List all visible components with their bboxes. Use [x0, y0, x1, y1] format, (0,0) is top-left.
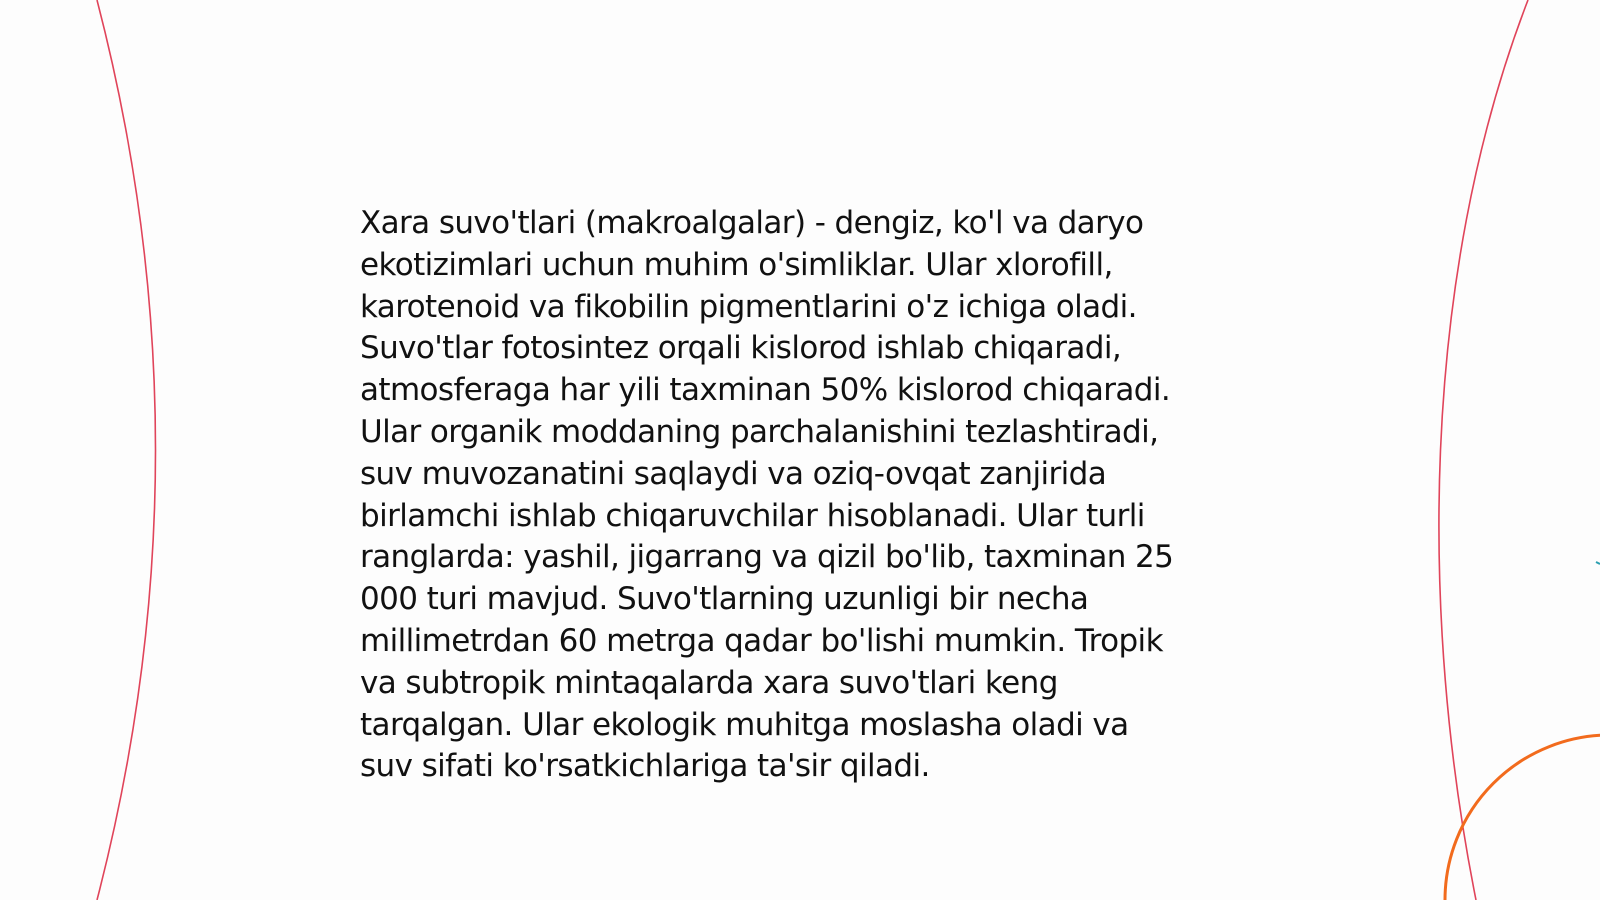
- paragraph-line: suv sifati ko'rsatkichlariga ta'sir qiladi.: [360, 748, 930, 785]
- teal-accent-mark: [1596, 562, 1600, 564]
- paragraph-line: suv muvozanatini saqlaydi va oziq-ovqat zanjirida: [360, 455, 1107, 492]
- left-curve: [97, 0, 156, 900]
- right-curve: [1439, 0, 1528, 900]
- paragraph-line: ranglarda: yashil, jigarrang va qizil bo'lib, taxminan 25: [360, 539, 1174, 576]
- paragraph-line: Ular organik moddaning parchalanishini tezlashtiradi,: [360, 413, 1159, 450]
- paragraph-line: tarqalgan. Ular ekologik muhitga moslasha oladi va: [360, 706, 1129, 743]
- orange-circle-arc: [1445, 735, 1600, 900]
- paragraph-line: Xara suvo'tlari (makroalgalar) - dengiz, ko'l va daryo: [360, 205, 1144, 241]
- paragraph-line: Suvo'tlar fotosintez orqali kislorod ishlab chiqaradi,: [360, 330, 1122, 367]
- paragraph-line: va subtropik mintaqalarda xara suvo'tlari keng: [360, 664, 1058, 701]
- paragraph-line: karotenoid va fikobilin pigmentlarini o'z ichiga oladi.: [360, 288, 1137, 325]
- paragraph-line: 000 turi mavjud. Suvo'tlarning uzunligi bir necha: [360, 581, 1089, 618]
- body-paragraph: [360, 203, 1260, 788]
- paragraph-line: atmosferaga har yili taxminan 50% kislorod chiqaradi.: [360, 372, 1171, 409]
- paragraph-line: millimetrdan 60 metrga qadar bo'lishi mumkin. Tropik: [360, 622, 1163, 659]
- paragraph-line: birlamchi ishlab chiqaruvchilar hisoblanadi. Ular turli: [360, 497, 1145, 534]
- paragraph-line: ekotizimlari uchun muhim o'simliklar. Ular xlorofill,: [360, 246, 1113, 283]
